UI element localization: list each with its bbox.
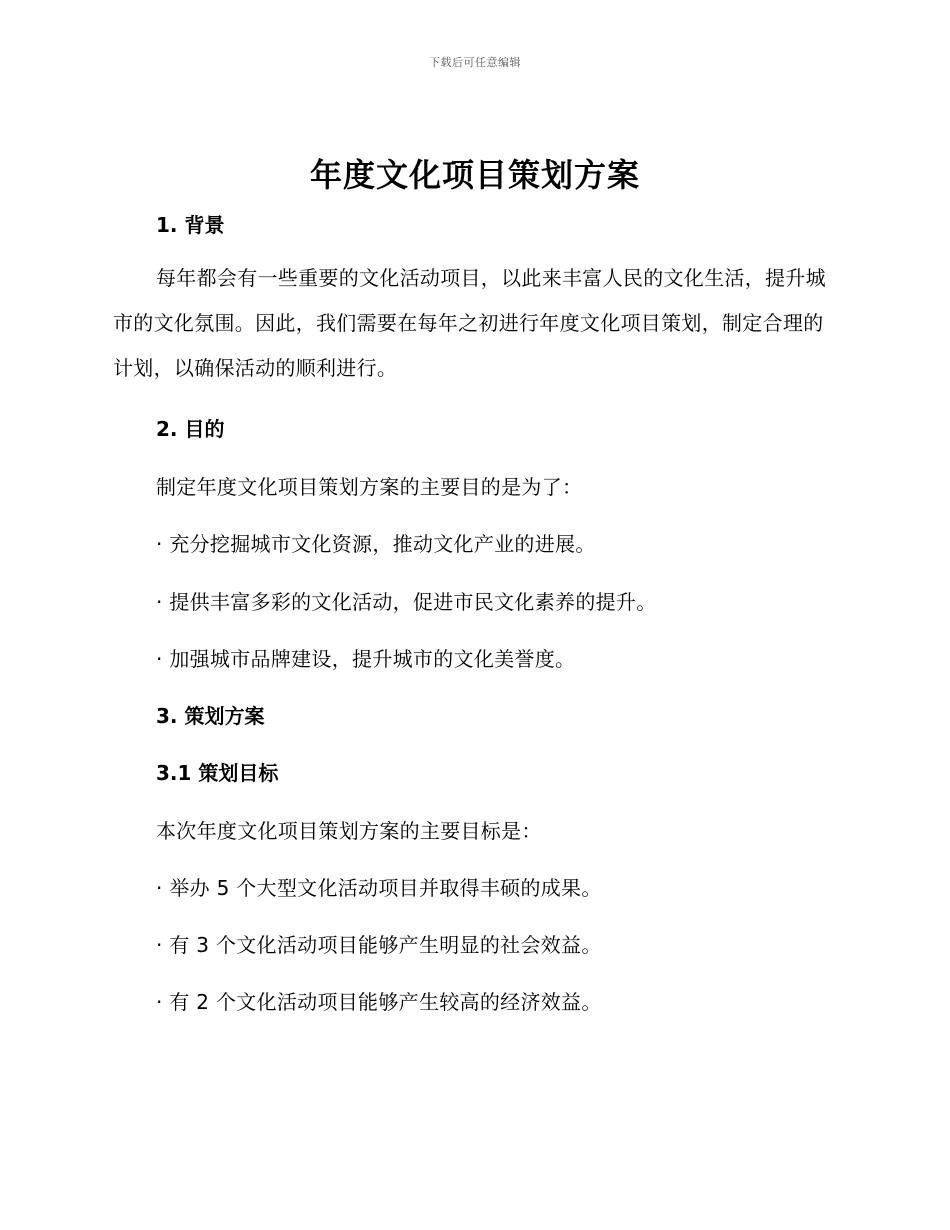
subsection-heading-goals: 3.1 策划目标 (156, 761, 279, 785)
section-heading-purpose: 2. 目的 (156, 417, 225, 441)
purpose-intro: 制定年度文化项目策划方案的主要目的是为了： (156, 475, 583, 499)
header-note: 下载后可任意编辑 (429, 56, 521, 69)
purpose-bullet: · 加强城市品牌建设，提升城市的文化美誉度。 (156, 647, 576, 671)
background-paragraph: 每年都会有一些重要的文化活动项目，以此来丰富人民的文化生活，提升城市的文化氛围。因此，我们需要在每年之初进行年度文化项目策划，制定合理的计划，以确保活动的顺利进行。 (113, 266, 826, 380)
section-heading-plan: 3. 策划方案 (156, 704, 265, 728)
section-heading-background: 1. 背景 (156, 213, 225, 237)
goals-intro: 本次年度文化项目策划方案的主要目标是： (156, 819, 542, 843)
goals-bullet: · 有 2 个文化活动项目能够产生较高的经济效益。 (156, 990, 602, 1014)
goals-bullet: · 举办 5 个大型文化活动项目并取得丰硕的成果。 (156, 876, 602, 900)
document-title: 年度文化项目策划方案 (309, 156, 640, 194)
goals-bullet: · 有 3 个文化活动项目能够产生明显的社会效益。 (156, 933, 602, 957)
purpose-bullet: · 提供丰富多彩的文化活动，促进市民文化素养的提升。 (156, 590, 657, 614)
purpose-bullet: · 充分挖掘城市文化资源，推动文化产业的进展。 (156, 532, 596, 556)
